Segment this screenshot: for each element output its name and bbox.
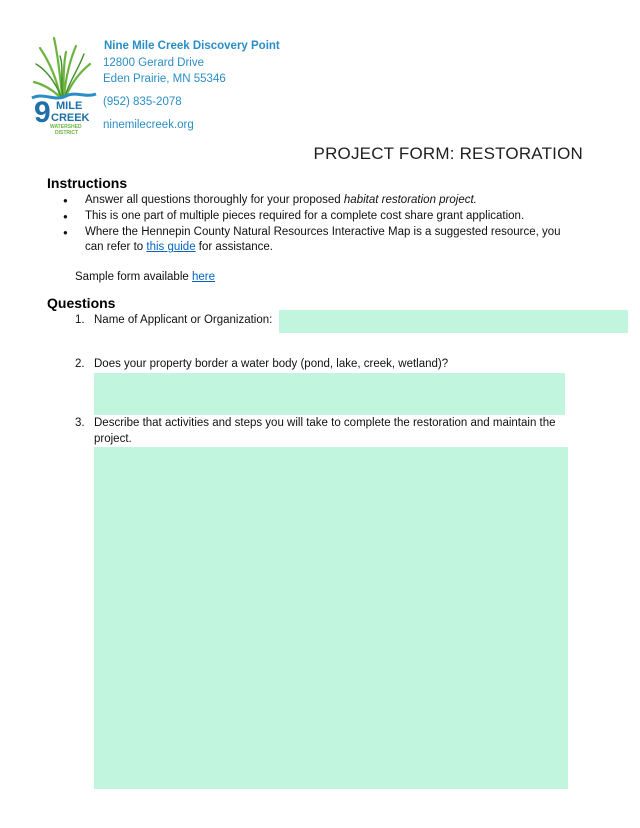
org-name: Nine Mile Creek Discovery Point	[104, 40, 280, 52]
applicant-name-input[interactable]	[279, 310, 628, 333]
logo-word-creek: CREEK	[51, 112, 90, 124]
question-number: 2.	[75, 358, 85, 370]
address-line-1: 12800 Gerard Drive	[103, 57, 204, 69]
question-text: Name of Applicant or Organization:	[94, 314, 273, 326]
sample-form-link[interactable]: here	[191, 271, 216, 283]
phone-number: (952) 835-2078	[103, 96, 182, 108]
instructions-list	[66, 193, 566, 256]
instruction-item: ● This is one part of multiple pieces required for a complete cost share grant application.	[66, 209, 566, 225]
instruction-item: ● Where the Hennepin County Natural Resources Interactive Map is a suggested resource, you can refer to this guide for assistance.	[66, 225, 566, 257]
website: ninemilecreek.org	[103, 119, 194, 131]
restoration-steps-answer[interactable]	[94, 447, 568, 789]
question-text: Does your property border a water body (pond, lake, creek, wetland)?	[94, 358, 449, 370]
question-number: 1.	[75, 314, 85, 326]
logo-word-district: DISTRICT	[55, 130, 79, 136]
questions-heading: Questions	[47, 295, 116, 311]
instruction-item: ● Answer all questions thoroughly for your proposed habitat restoration project.	[66, 193, 566, 209]
logo-word-mile: MILE	[56, 100, 83, 112]
question-number: 3.	[75, 417, 85, 429]
logo-number: 9	[34, 96, 51, 129]
logo-word-watershed: WATERSHED	[50, 124, 82, 130]
question-text: Describe that activities and steps you will take to complete the restoration and maintain the project.	[94, 417, 556, 445]
sample-form-note: Sample form available here	[75, 271, 216, 283]
nine-mile-creek-logo	[30, 36, 98, 136]
address-line-2: Eden Prairie, MN 55346	[103, 73, 226, 85]
instructions-heading: Instructions	[47, 175, 128, 191]
water-body-answer[interactable]	[94, 373, 565, 415]
this-guide-link[interactable]: this guide	[146, 241, 196, 254]
page-title: PROJECT FORM: RESTORATION	[313, 144, 583, 163]
